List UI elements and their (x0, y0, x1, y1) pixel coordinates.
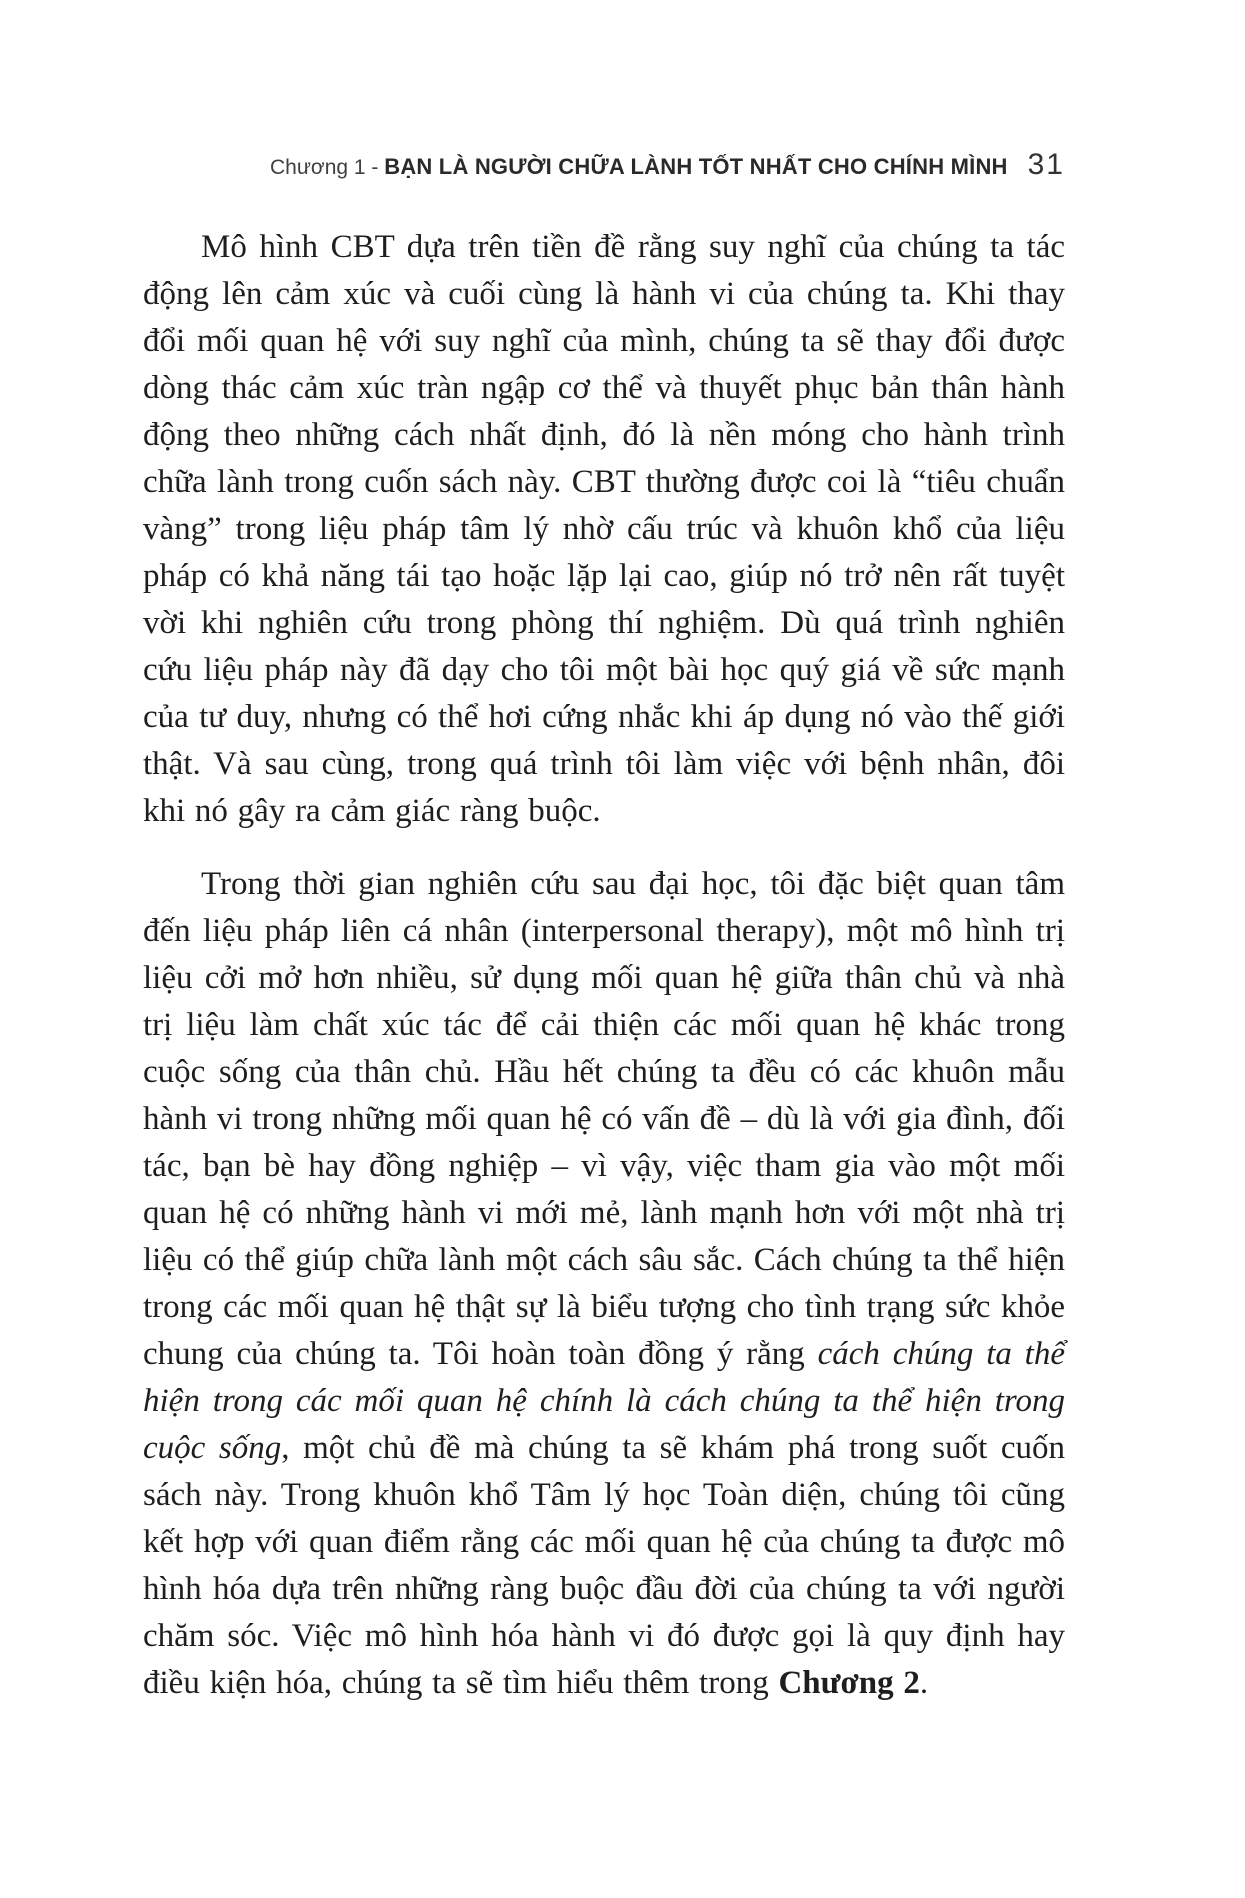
text-column (143, 148, 1065, 1707)
text-segment: , một chủ đề mà chúng ta sẽ khám phá trong suốt cuốn sách này. Trong khuôn khổ Tâm lý học Toàn diện, chúng tôi cũng kết hợp với quan điểm rằng các mối quan hệ của chúng ta được mô hình hóa dựa trên những ràng buộc đầu đời của chúng ta với người chăm sóc. Việc mô hình hóa hành vi đó được gọi là quy định hay điều kiện hóa, chúng ta sẽ tìm hiểu thêm trong (143, 1430, 1065, 1701)
chapter-title: BẠN LÀ NGƯỜI CHỮA LÀNH TỐT NHẤT CHO CHÍNH MÌNH (384, 154, 1008, 179)
text-segment: Trong thời gian nghiên cứu sau đại học, tôi đặc biệt quan tâm đến liệu pháp liên cá nhân (interpersonal therapy), một mô hình trị liệu cởi mở hơn nhiều, sử dụng mối quan hệ giữa thân chủ và nhà trị liệu làm chất xúc tác để cải thiện các mối quan hệ khác trong cuộc sống của thân chủ. Hầu hết chúng ta đều có các khuôn mẫu hành vi trong những mối quan hệ có vấn đề – dù là với gia đình, đối tác, bạn bè hay đồng nghiệp – vì vậy, việc tham gia vào một mối quan hệ có những hành vi mới mẻ, lành mạnh hơn với một nhà trị liệu có thể giúp chữa lành một cách sâu sắc. Cách chúng ta thể hiện trong các mối quan hệ thật sự là biểu tượng cho tình trạng sức khỏe chung của chúng ta. Tôi hoàn toàn đồng ý rằng (143, 866, 1065, 1372)
chapter-separator: - (365, 156, 385, 179)
paragraph (143, 224, 1065, 835)
text-segment: Mô hình CBT dựa trên tiền đề rằng suy nghĩ của chúng ta tác động lên cảm xúc và cuối cùng là hành vi của chúng ta. Khi thay đổi mối quan hệ với suy nghĩ của mình, chúng ta sẽ thay đổi được dòng thác cảm xúc tràn ngập cơ thể và thuyết phục bản thân hành động theo những cách nhất định, đó là nền móng cho hành trình chữa lành trong cuốn sách này. CBT thường được coi là “tiêu chuẩn vàng” trong liệu pháp tâm lý nhờ cấu trúc và khuôn khổ của liệu pháp có khả năng tái tạo hoặc lặp lại cao, giúp nó trở nên rất tuyệt vời khi nghiên cứu trong phòng thí nghiệm. Dù quá trình nghiên cứu liệu pháp này đã dạy cho tôi một bài học quý giá về sức mạnh của tư duy, nhưng có thể hơi cứng nhắc khi áp dụng nó vào thế giới thật. Và sau cùng, trong quá trình tôi làm việc với bệnh nhân, đôi khi nó gây ra cảm giác ràng buộc. (143, 229, 1065, 829)
text-segment: . (919, 1665, 929, 1701)
paragraph (143, 861, 1065, 1707)
body-text (143, 224, 1065, 1707)
text-segment: Chương 2 (778, 1665, 920, 1701)
page-number: 31 (1027, 148, 1065, 181)
chapter-label: Chương 1 (270, 156, 366, 179)
text-segment: cách chúng ta thể hiện trong các mối quan hệ chính là cách chúng ta thể hiện trong cuộc sống (143, 1336, 1065, 1466)
running-header (143, 148, 1065, 182)
